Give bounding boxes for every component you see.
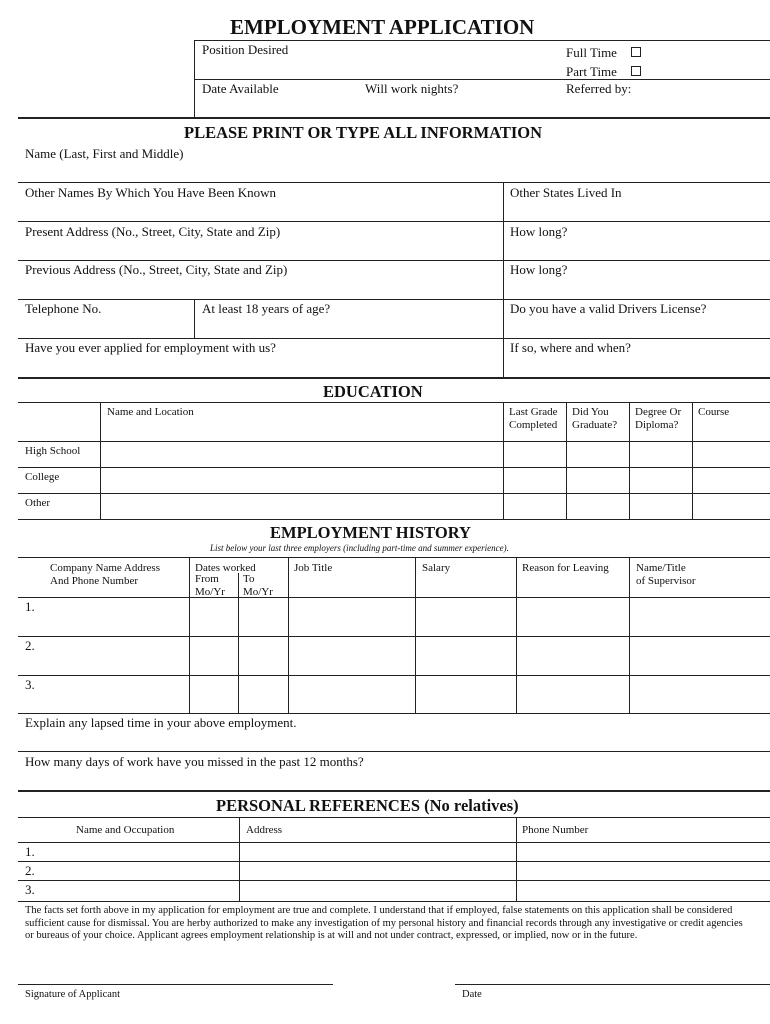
emp-col-company: Company Name Address And Phone Number xyxy=(50,562,160,587)
divider xyxy=(18,467,770,468)
edu-row-other: Other xyxy=(25,497,51,509)
emp-col-supervisor: Name/Title of Supervisor xyxy=(636,562,696,587)
emp-col-dates: Dates worked xyxy=(195,562,256,574)
divider xyxy=(18,182,770,183)
full-time-checkbox[interactable] xyxy=(631,47,641,57)
signature-line xyxy=(18,984,333,985)
divider xyxy=(18,493,770,494)
date-available-field[interactable]: Date Available xyxy=(202,81,279,96)
full-time-label: Full Time xyxy=(566,45,617,60)
part-time-checkbox[interactable] xyxy=(631,66,641,76)
divider xyxy=(18,338,770,339)
divider xyxy=(516,817,517,901)
employment-heading: EMPLOYMENT HISTORY xyxy=(270,523,471,542)
education-heading: EDUCATION xyxy=(323,382,423,401)
emp-col-reason: Reason for Leaving xyxy=(522,562,609,574)
divider xyxy=(503,402,504,519)
ref-col-phone: Phone Number xyxy=(522,824,589,836)
divider xyxy=(18,221,770,222)
present-address-field[interactable]: Present Address (No., Street, City, State and Zip) xyxy=(25,224,281,239)
divider xyxy=(18,880,770,881)
ref-row-1: 1. xyxy=(25,844,35,859)
divider xyxy=(18,842,770,843)
other-names-field[interactable]: Other Names By Which You Have Been Known xyxy=(25,185,277,200)
previous-address-field[interactable]: Previous Address (No., Street, City, State and Zip) xyxy=(25,262,288,277)
divider xyxy=(629,402,630,519)
present-how-long-field[interactable]: How long? xyxy=(510,224,568,239)
divider xyxy=(18,901,770,902)
telephone-field[interactable]: Telephone No. xyxy=(25,301,102,316)
divider xyxy=(18,377,770,379)
divider xyxy=(18,751,770,752)
previous-how-long-field[interactable]: How long? xyxy=(510,262,568,277)
divider xyxy=(18,597,770,598)
form-title: EMPLOYMENT APPLICATION xyxy=(230,15,535,39)
divider xyxy=(18,790,770,792)
divider xyxy=(18,817,770,818)
applied-before-field[interactable]: Have you ever applied for employment with us? xyxy=(25,340,276,355)
edu-col-degree: Degree Or Diploma? xyxy=(635,406,682,431)
position-desired-field[interactable]: Position Desired xyxy=(202,42,289,57)
missed-days-field[interactable]: How many days of work have you missed in the past 12 months? xyxy=(25,754,364,769)
name-field[interactable]: Name (Last, First and Middle) xyxy=(25,146,184,161)
divider xyxy=(18,441,770,442)
divider xyxy=(194,40,770,41)
divider xyxy=(503,182,504,377)
lapsed-time-field[interactable]: Explain any lapsed time in your above employment. xyxy=(25,715,297,730)
divider xyxy=(18,260,770,261)
drivers-license-field[interactable]: Do you have a valid Drivers License? xyxy=(510,301,707,316)
divider xyxy=(18,117,770,119)
divider xyxy=(18,557,770,558)
divider xyxy=(194,299,195,338)
ref-col-address: Address xyxy=(246,824,283,836)
employment-subtitle: List below your last three employers (including part-time and summer experience). xyxy=(210,543,509,553)
divider xyxy=(18,636,770,637)
disclaimer-text: The facts set forth above in my application for employment are true and complete. I understand that if employed, false statements on this application shall be considered sufficient cause for dismissal. You are herby authorized to make any investigation of my personal history and financial records through any investigative or credit agencies or bureaus of your choice. Applicant agrees employment relationship is at will and not under contract, expressed, or implied, now or in the future. xyxy=(25,905,743,941)
divider xyxy=(516,557,517,713)
divider xyxy=(415,557,416,713)
edu-row-high-school: High School xyxy=(25,445,81,457)
emp-col-salary: Salary xyxy=(422,562,451,574)
divider xyxy=(18,675,770,676)
divider xyxy=(629,557,630,713)
divider xyxy=(239,817,240,901)
emp-col-to: To Mo/Yr xyxy=(243,573,273,598)
divider xyxy=(18,402,770,403)
signature-label[interactable]: Signature of Applicant xyxy=(25,989,121,1000)
print-banner: PLEASE PRINT OR TYPE ALL INFORMATION xyxy=(184,123,543,142)
references-heading: PERSONAL REFERENCES (No relatives) xyxy=(216,796,519,815)
divider xyxy=(288,557,289,713)
emp-col-from: From Mo/Yr xyxy=(195,573,225,598)
ref-row-2: 2. xyxy=(25,863,35,878)
emp-row-2: 2. xyxy=(25,638,35,653)
edu-col-grade: Last Grade Completed xyxy=(509,406,558,431)
emp-row-3: 3. xyxy=(25,677,35,692)
divider xyxy=(566,402,567,519)
edu-col-graduate: Did You Graduate? xyxy=(572,406,618,431)
will-work-nights-field[interactable]: Will work nights? xyxy=(365,81,459,96)
divider xyxy=(100,402,101,519)
age-field[interactable]: At least 18 years of age? xyxy=(202,301,331,316)
divider xyxy=(18,713,770,714)
ref-col-name: Name and Occupation xyxy=(76,824,175,836)
edu-col-course: Course xyxy=(698,406,730,418)
divider xyxy=(692,402,693,519)
where-when-field[interactable]: If so, where and when? xyxy=(510,340,631,355)
emp-col-job: Job Title xyxy=(294,562,333,574)
part-time-label: Part Time xyxy=(566,64,617,79)
edu-row-college: College xyxy=(25,471,60,483)
divider xyxy=(18,861,770,862)
other-states-field[interactable]: Other States Lived In xyxy=(510,185,622,200)
divider xyxy=(238,573,239,713)
divider xyxy=(18,299,770,300)
emp-row-1: 1. xyxy=(25,599,35,614)
divider xyxy=(18,519,770,520)
divider xyxy=(189,557,190,713)
date-label[interactable]: Date xyxy=(462,989,482,1000)
date-line xyxy=(455,984,770,985)
divider xyxy=(194,79,770,80)
edu-col-name: Name and Location xyxy=(107,406,194,418)
ref-row-3: 3. xyxy=(25,882,35,897)
referred-by-field[interactable]: Referred by: xyxy=(566,81,632,96)
